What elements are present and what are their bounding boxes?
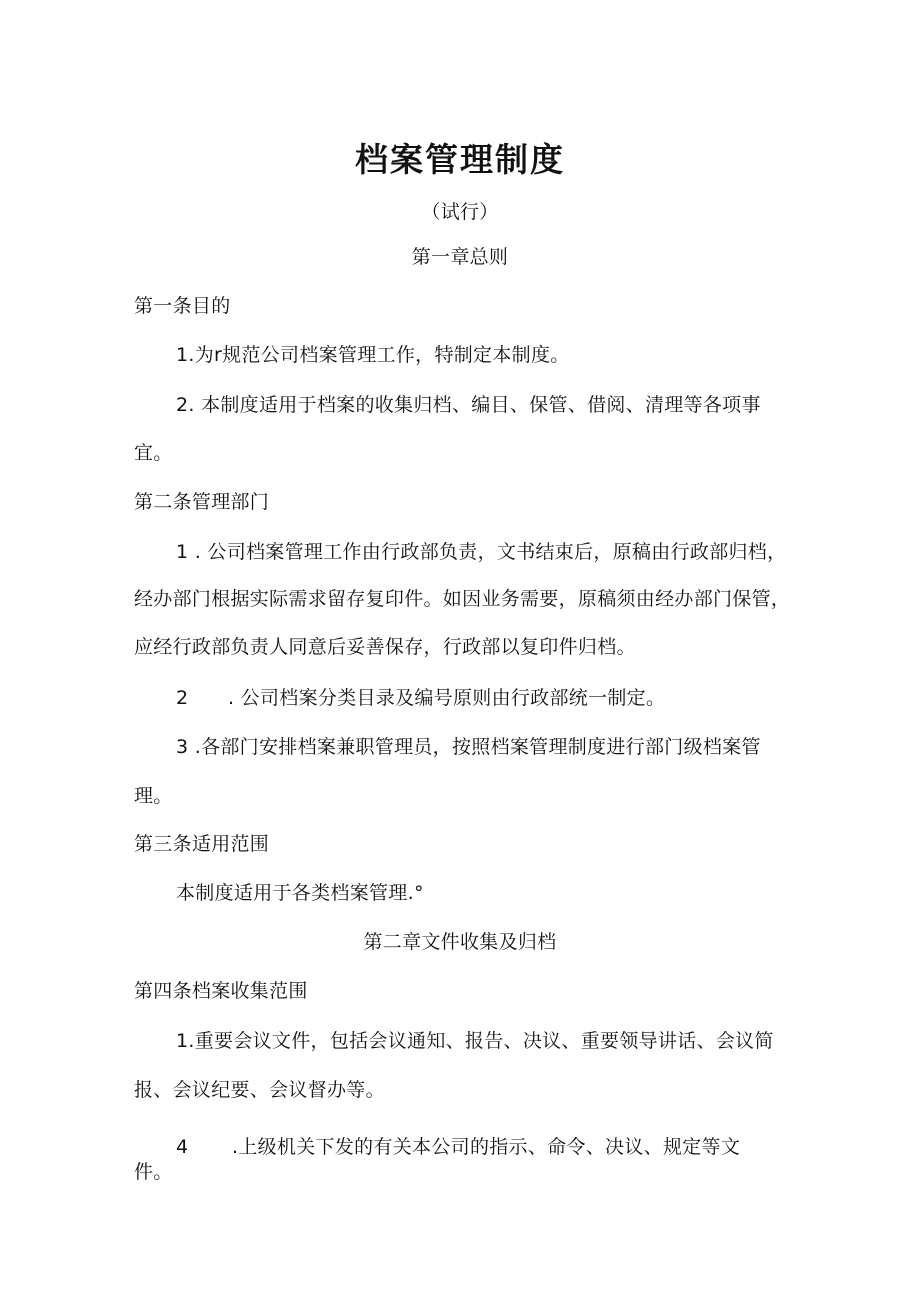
- article-4-item-4-number: 4: [176, 1136, 189, 1158]
- article-4-item-4-text: .上级机关下发的有关本公司的指示、命令、决议、规定等文: [232, 1136, 741, 1158]
- article-2-item-3-line-2: 理。: [134, 785, 173, 807]
- document-subtitle: （试行）: [421, 201, 499, 223]
- article-2-item-2-number: 2: [176, 687, 189, 709]
- article-4-item-1-line-2: 报、会议纪要、会议督办等。: [134, 1079, 385, 1101]
- article-3-heading: 第三条适用范围: [134, 833, 270, 855]
- article-4-heading: 第四条档案收集范围: [134, 980, 308, 1002]
- article-2-item-1-line-3: 应经行政部负责人同意后妥善保存，行政部以复印件归档。: [134, 636, 636, 658]
- article-2-item-1-line-2: 经办部门根据实际需求留存复印件。如因业务需要，原稿须由经办部门保管，: [134, 588, 791, 610]
- article-3-text: 本制度适用于各类档案管理.°: [176, 882, 424, 904]
- article-4-item-4-line-2: 件。: [134, 1161, 173, 1183]
- article-1-item-2-line-1: 2. 本制度适用于档案的收集归档、编目、保管、借阅、清理等各项事: [176, 394, 761, 416]
- document-title: 档案管理制度: [355, 140, 565, 179]
- article-1-item-1: 1.为r规范公司档案管理工作，特制定本制度。: [176, 344, 570, 366]
- chapter-1-heading: 第一章总则: [411, 246, 509, 268]
- article-1-heading: 第一条目的: [134, 295, 231, 317]
- article-2-item-2-text: . 公司档案分类目录及编号原则由行政部统一制定。: [228, 687, 666, 709]
- article-4-item-1-line-1: 1.重要会议文件，包括会议通知、报告、决议、重要领导讲话、会议简: [176, 1030, 774, 1052]
- chapter-2-heading: 第二章文件收集及归档: [363, 931, 557, 953]
- article-2-heading: 第二条管理部门: [134, 491, 270, 513]
- article-2-item-3-line-1: 3 .各部门安排档案兼职管理员，按照档案管理制度进行部门级档案管: [176, 736, 761, 758]
- article-1-item-2-line-2: 宜。: [134, 442, 173, 464]
- article-2-item-1-line-1: 1 . 公司档案管理工作由行政部负责，文书结束后，原稿由行政部归档，: [176, 541, 787, 563]
